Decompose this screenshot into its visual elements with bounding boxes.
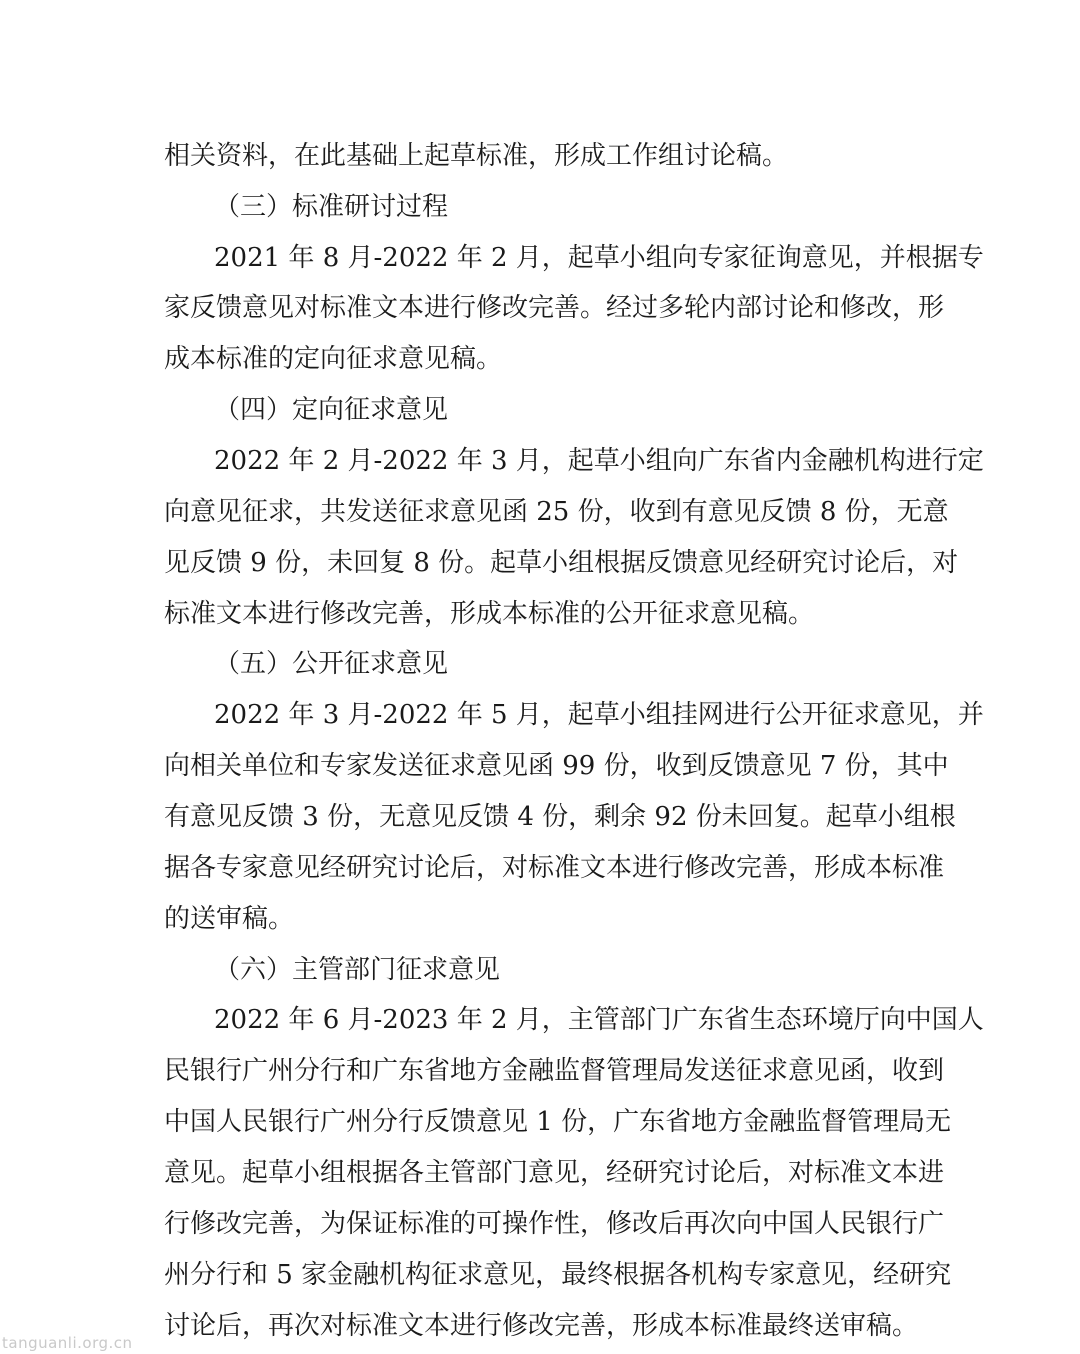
paragraph-line: 向相关单位和专家发送征求意见函 99 份，收到反馈意见 7 份，其中 [164,751,949,781]
paragraph-line: 相关资料，在此基础上起草标准，形成工作组讨论稿。 [164,141,789,171]
paragraph-line: 标准文本进行修改完善，形成本标准的公开征求意见稿。 [164,599,815,629]
section-heading-6: （六）主管部门征求意见 [214,955,501,985]
paragraph-line: 据各专家意见经研究讨论后，对标准文本进行修改完善，形成本标准 [164,853,945,883]
paragraph-line: 2022 年 3 月-2022 年 5 月，起草小组挂网进行公开征求意见，并 [214,700,984,730]
paragraph-line: 的送审稿。 [164,904,295,934]
paragraph-line: 意见。起草小组根据各主管部门意见，经研究讨论后，对标准文本进 [164,1158,945,1188]
section-heading-4: （四）定向征求意见 [214,395,449,425]
paragraph-line: 行修改完善，为保证标准的可操作性，修改后再次向中国人民银行广 [164,1209,945,1239]
paragraph-line: 向意见征求，共发送征求意见函 25 份，收到有意见反馈 8 份，无意 [164,497,949,527]
paragraph-line: 2021 年 8 月-2022 年 2 月，起草小组向专家征询意见，并根据专 [214,243,984,273]
paragraph-line: 中国人民银行广州分行反馈意见 1 份，广东省地方金融监督管理局无 [164,1107,952,1137]
paragraph-line: 2022 年 2 月-2022 年 3 月，起草小组向广东省内金融机构进行定 [214,446,984,476]
section-heading-3: （三）标准研讨过程 [214,192,449,222]
paragraph-line: 成本标准的定向征求意见稿。 [164,344,503,374]
paragraph-line: 2022 年 6 月-2023 年 2 月，主管部门广东省生态环境厅向中国人 [214,1005,984,1035]
paragraph-line: 家反馈意见对标准文本进行修改完善。经过多轮内部讨论和修改，形 [164,293,945,323]
paragraph-line: 有意见反馈 3 份，无意见反馈 4 份，剩余 92 份未回复。起草小组根 [164,802,956,832]
section-heading-5: （五）公开征求意见 [214,649,449,679]
paragraph-line: 民银行广州分行和广东省地方金融监督管理局发送征求意见函，收到 [164,1056,945,1086]
site-watermark: tanguanli.org.cn [2,1334,133,1352]
paragraph-line: 讨论后，再次对标准文本进行修改完善，形成本标准最终送审稿。 [164,1311,919,1341]
paragraph-line: 州分行和 5 家金融机构征求意见，最终根据各机构专家意见，经研究 [164,1260,952,1290]
paragraph-line: 见反馈 9 份，未回复 8 份。起草小组根据反馈意见经研究讨论后，对 [164,548,959,578]
